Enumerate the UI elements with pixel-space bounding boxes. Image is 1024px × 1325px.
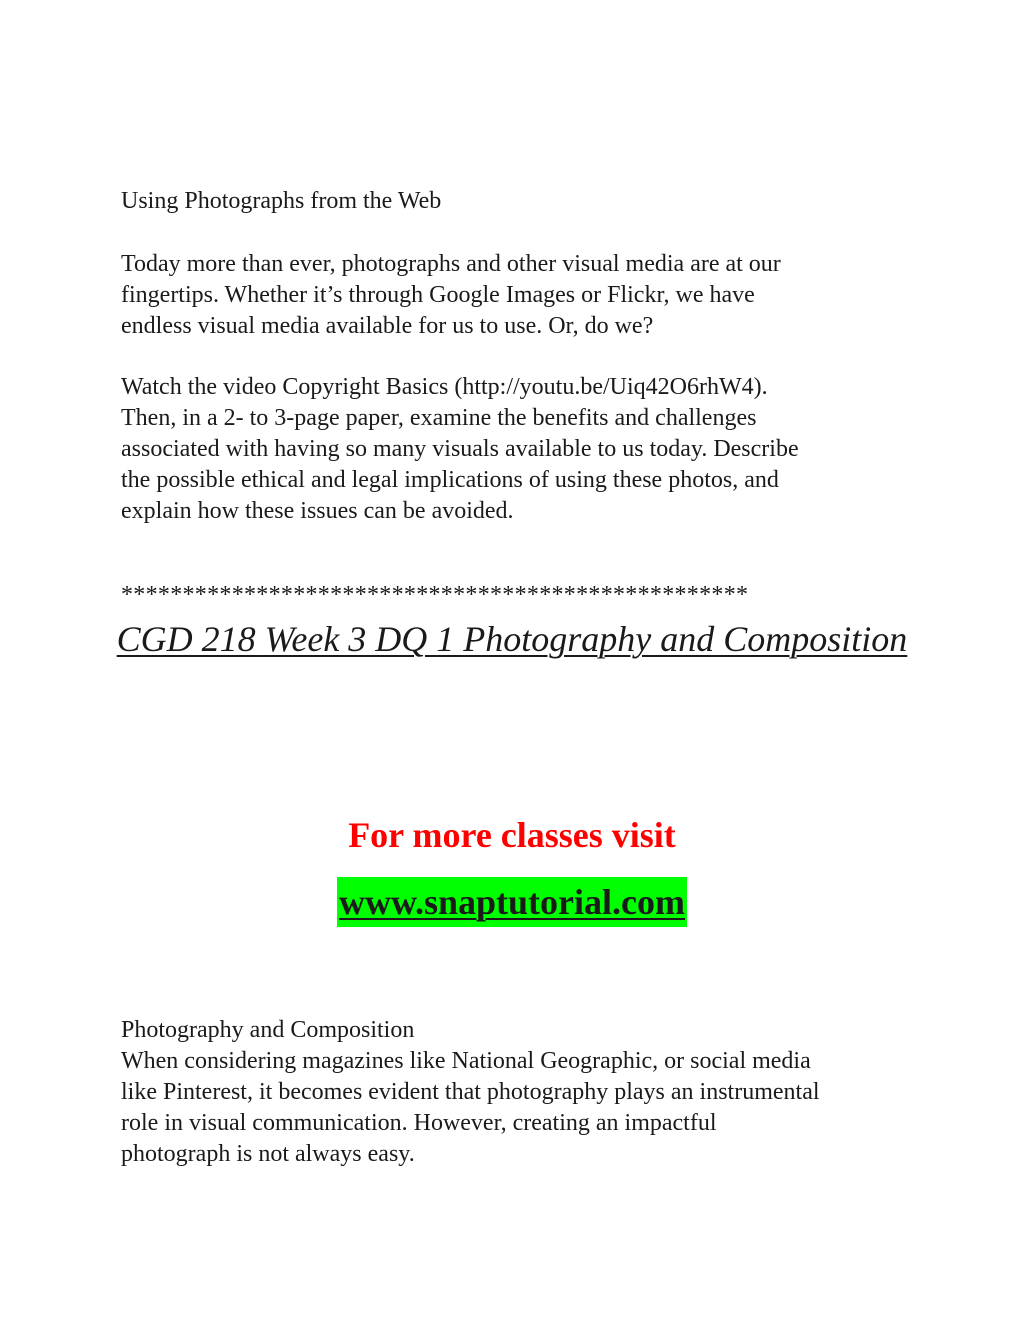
separator-line: *************************************************** <box>121 582 749 608</box>
visit-heading: For more classes visit <box>348 815 676 855</box>
intro-paragraph: Today more than ever, photographs and other visual media are at our fingertips. Whether it’s through Google Images or Flickr, we have endless visual media available for us to use. Or, do we? <box>121 251 781 339</box>
photo-heading: Photography and Composition <box>121 1017 415 1043</box>
site-link[interactable]: www.snaptutorial.com <box>337 877 687 927</box>
section-title: Using Photographs from the Web <box>121 188 442 214</box>
course-title[interactable]: CGD 218 Week 3 DQ 1 Photography and Composition <box>116 619 908 659</box>
photo-paragraph: When considering magazines like National Geographic, or social media like Pinterest, it becomes evident that photography plays an instrumental role in visual communication. However, creating an impactful photograph is not always easy. <box>121 1048 820 1167</box>
assignment-paragraph: Watch the video Copyright Basics (http://youtu.be/Uiq42O6rhW4). Then, in a 2- to 3-page paper, examine the benefits and challenges associated with having so many visuals available to us today. Describe the possible ethical and legal implications of using these photos, and explain how these issues can be avoided. <box>121 374 799 524</box>
site-link-container <box>112 877 912 927</box>
